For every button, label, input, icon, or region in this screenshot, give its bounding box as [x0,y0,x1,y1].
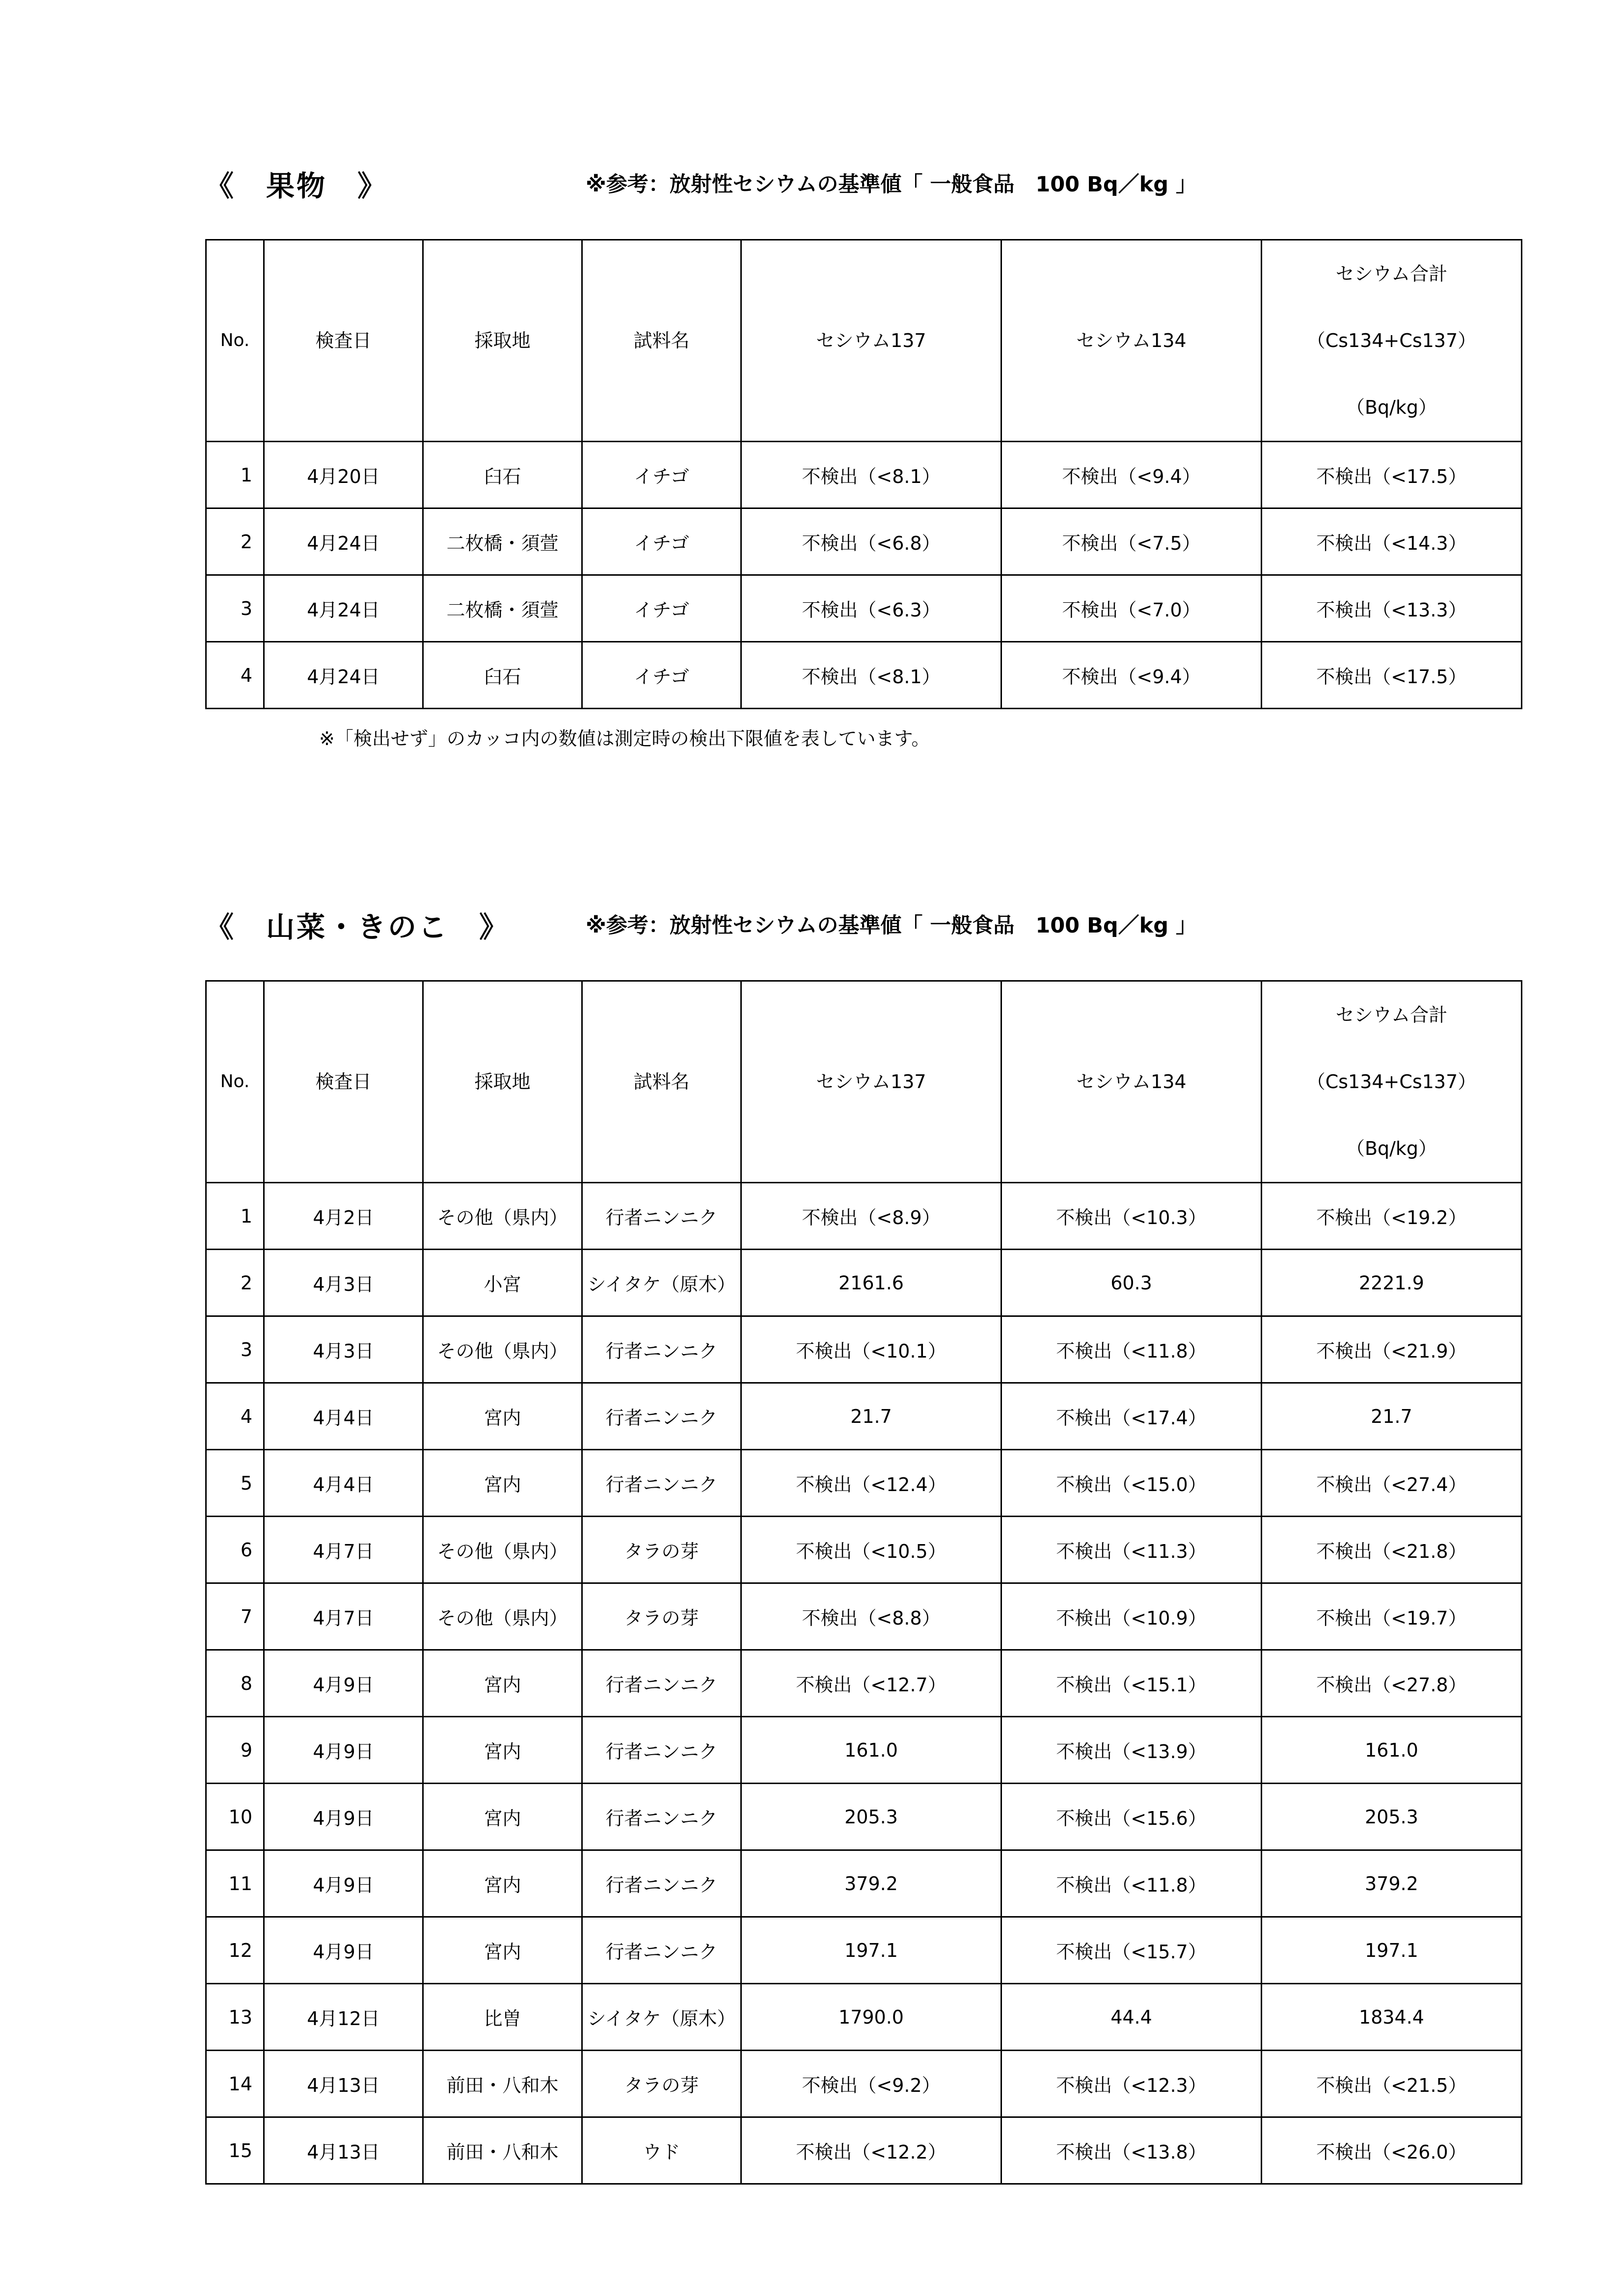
cell-cs134: 不検出（<15.1） [1001,1650,1262,1717]
cell-location: その他（県内） [423,1183,582,1250]
cell-cs134: 不検出（<11.8） [1001,1850,1262,1917]
cell-date: 4月9日 [264,1850,423,1917]
cell-cs134: 不検出（<9.4） [1001,442,1262,508]
cell-total: 379.2 [1262,1850,1522,1917]
cell-location: その他（県内） [423,1517,582,1583]
table-row [206,1650,1522,1717]
cell-no: 5 [206,1450,264,1517]
cell-cs134: 不検出（<15.7） [1001,1917,1262,1984]
cell-sample: 行者ニンニク [582,1717,741,1784]
cell-cs137: 不検出（<8.1） [741,642,1001,709]
cell-location: 前田・八和木 [423,2051,582,2117]
cell-total: 不検出（<27.4） [1262,1450,1522,1517]
cell-cs134: 不検出（<10.9） [1001,1583,1262,1650]
col-date: 検査日 [264,240,423,442]
cell-sample: 行者ニンニク [582,1316,741,1383]
cell-no: 14 [206,2051,264,2117]
cell-cs137: 不検出（<12.4） [741,1450,1001,1517]
detection-limit-note: ※「検出せず」のカッコ内の数値は測定時の検出下限値を表しています。 [319,728,930,749]
cell-total: 21.7 [1262,1383,1522,1450]
cell-no: 4 [206,642,264,709]
cell-sample: 行者ニンニク [582,1784,741,1850]
col-total-line3: （Bq/kg） [1346,397,1437,418]
cell-sample: シイタケ（原木） [582,1984,741,2051]
col-location: 採取地 [423,981,582,1183]
cell-location: 前田・八和木 [423,2117,582,2184]
cell-location: 宮内 [423,1383,582,1450]
cell-cs134: 不検出（<15.6） [1001,1784,1262,1850]
fruits-section [205,163,1521,749]
cell-total: 不検出（<17.5） [1262,642,1522,709]
cell-total: 不検出（<17.5） [1262,442,1522,508]
cell-no: 1 [206,1183,264,1250]
col-cs134: セシウム134 [1001,981,1262,1183]
cell-cs137: 不検出（<6.3） [741,575,1001,642]
col-total-line2: （Cs134+Cs137） [1306,1071,1477,1093]
col-no: No. [206,981,264,1183]
cell-sample: 行者ニンニク [582,1383,741,1450]
cell-total: 2221.9 [1262,1250,1522,1316]
table-row [206,1717,1522,1784]
cell-cs137: 不検出（<12.2） [741,2117,1001,2184]
cell-location: 臼石 [423,642,582,709]
table-header-row [206,981,1522,1183]
cell-cs134: 不検出（<13.8） [1001,2117,1262,2184]
cell-date: 4月3日 [264,1250,423,1316]
cell-cs137: 379.2 [741,1850,1001,1917]
cell-no: 4 [206,1383,264,1450]
cell-no: 10 [206,1784,264,1850]
table-row [206,508,1522,575]
cell-date: 4月7日 [264,1583,423,1650]
table-row [206,1183,1522,1250]
cell-no: 2 [206,1250,264,1316]
cell-location: その他（県内） [423,1583,582,1650]
cell-total: 不検出（<21.5） [1262,2051,1522,2117]
cell-cs137: 不検出（<10.5） [741,1517,1001,1583]
cell-total: 不検出（<19.7） [1262,1583,1522,1650]
cell-location: 宮内 [423,1850,582,1917]
cell-sample: イチゴ [582,642,741,709]
col-no: No. [206,240,264,442]
cell-sample: タラの芽 [582,1583,741,1650]
col-sample: 試料名 [582,981,741,1183]
col-total-line3: （Bq/kg） [1346,1138,1437,1159]
cell-sample: タラの芽 [582,2051,741,2117]
cell-total: 不検出（<21.9） [1262,1316,1522,1383]
table-row [206,1383,1522,1450]
col-total [1262,981,1522,1183]
cell-date: 4月3日 [264,1316,423,1383]
cell-total: 1834.4 [1262,1984,1522,2051]
cell-cs134: 不検出（<10.3） [1001,1183,1262,1250]
col-cs134: セシウム134 [1001,240,1262,442]
cell-date: 4月4日 [264,1450,423,1517]
cell-location: 小宮 [423,1250,582,1316]
cell-location: その他（県内） [423,1316,582,1383]
cell-location: 宮内 [423,1450,582,1517]
fruits-table [205,239,1522,709]
cell-cs134: 不検出（<17.4） [1001,1383,1262,1450]
cell-location: 臼石 [423,442,582,508]
cell-date: 4月12日 [264,1984,423,2051]
table-row [206,1250,1522,1316]
cell-cs134: 不検出（<7.5） [1001,508,1262,575]
cell-cs134: 44.4 [1001,1984,1262,2051]
col-sample: 試料名 [582,240,741,442]
cell-cs134: 不検出（<11.3） [1001,1517,1262,1583]
cell-sample: 行者ニンニク [582,1183,741,1250]
cell-date: 4月24日 [264,508,423,575]
table-row [206,1917,1522,1984]
cell-sample: イチゴ [582,508,741,575]
table-row [206,1517,1522,1583]
wild-header [205,904,1521,953]
wild-title: 《 山菜・きのこ 》 [205,910,510,944]
cell-no: 11 [206,1850,264,1917]
cell-date: 4月13日 [264,2051,423,2117]
table-row [206,1784,1522,1850]
col-total-line1: セシウム合計 [1335,263,1448,285]
cell-sample: シイタケ（原木） [582,1250,741,1316]
wild-section [205,904,1521,2163]
cell-date: 4月9日 [264,1717,423,1784]
fruits-title: 《 果物 》 [205,169,388,203]
cell-sample: ウド [582,2117,741,2184]
cell-date: 4月9日 [264,1650,423,1717]
cell-cs134: 不検出（<7.0） [1001,575,1262,642]
cell-date: 4月20日 [264,442,423,508]
col-date: 検査日 [264,981,423,1183]
cell-total: 205.3 [1262,1784,1522,1850]
cell-no: 9 [206,1717,264,1784]
cell-total: 不検出（<14.3） [1262,508,1522,575]
col-location: 採取地 [423,240,582,442]
col-total-line1: セシウム合計 [1335,1004,1448,1026]
table-row [206,442,1522,508]
cell-no: 2 [206,508,264,575]
wild-table [205,980,1522,2185]
cell-total: 不検出（<21.8） [1262,1517,1522,1583]
table-row [206,1850,1522,1917]
table-row [206,2117,1522,2184]
cell-cs137: 不検出（<12.7） [741,1650,1001,1717]
cell-cs134: 不検出（<11.8） [1001,1316,1262,1383]
wild-reference: ※参考：放射性セシウムの基準値「 一般食品 100 Bq／kg 」 [586,913,1197,938]
table-row [206,1583,1522,1650]
cell-sample: イチゴ [582,575,741,642]
fruits-reference: ※参考：放射性セシウムの基準値「 一般食品 100 Bq／kg 」 [586,172,1197,197]
cell-cs137: 161.0 [741,1717,1001,1784]
cell-cs137: 不検出（<8.9） [741,1183,1001,1250]
col-total [1262,240,1522,442]
table-row [206,1316,1522,1383]
cell-date: 4月9日 [264,1784,423,1850]
cell-no: 1 [206,442,264,508]
cell-no: 13 [206,1984,264,2051]
cell-cs137: 1790.0 [741,1984,1001,2051]
cell-total: 不検出（<26.0） [1262,2117,1522,2184]
cell-total: 197.1 [1262,1917,1522,1984]
cell-sample: 行者ニンニク [582,1850,741,1917]
cell-sample: 行者ニンニク [582,1917,741,1984]
cell-cs137: 不検出（<8.8） [741,1583,1001,1650]
cell-location: 宮内 [423,1917,582,1984]
cell-date: 4月13日 [264,2117,423,2184]
cell-date: 4月9日 [264,1917,423,1984]
cell-location: 比曽 [423,1984,582,2051]
cell-no: 7 [206,1583,264,1650]
cell-cs137: 205.3 [741,1784,1001,1850]
cell-cs134: 不検出（<9.4） [1001,642,1262,709]
table-row [206,1450,1522,1517]
cell-cs134: 不検出（<13.9） [1001,1717,1262,1784]
col-cs137: セシウム137 [741,981,1001,1183]
cell-no: 3 [206,575,264,642]
table-header-row [206,240,1522,442]
cell-sample: タラの芽 [582,1517,741,1583]
cell-total: 不検出（<19.2） [1262,1183,1522,1250]
fruits-header [205,163,1521,212]
cell-location: 宮内 [423,1784,582,1850]
cell-date: 4月2日 [264,1183,423,1250]
cell-sample: 行者ニンニク [582,1450,741,1517]
cell-total: 161.0 [1262,1717,1522,1784]
col-total-line2: （Cs134+Cs137） [1306,330,1477,351]
cell-total: 不検出（<27.8） [1262,1650,1522,1717]
cell-cs134: 不検出（<12.3） [1001,2051,1262,2117]
cell-date: 4月24日 [264,642,423,709]
cell-date: 4月24日 [264,575,423,642]
cell-location: 宮内 [423,1717,582,1784]
cell-cs137: 不検出（<8.1） [741,442,1001,508]
cell-no: 3 [206,1316,264,1383]
table-row [206,1984,1522,2051]
cell-cs137: 2161.6 [741,1250,1001,1316]
cell-location: 宮内 [423,1650,582,1717]
cell-date: 4月7日 [264,1517,423,1583]
cell-cs137: 197.1 [741,1917,1001,1984]
cell-no: 15 [206,2117,264,2184]
cell-location: 二枚橋・須萱 [423,575,582,642]
cell-cs134: 60.3 [1001,1250,1262,1316]
cell-cs137: 不検出（<9.2） [741,2051,1001,2117]
cell-sample: 行者ニンニク [582,1650,741,1717]
cell-cs134: 不検出（<15.0） [1001,1450,1262,1517]
cell-cs137: 不検出（<10.1） [741,1316,1001,1383]
table-row [206,642,1522,709]
cell-no: 6 [206,1517,264,1583]
cell-cs137: 不検出（<6.8） [741,508,1001,575]
cell-cs137: 21.7 [741,1383,1001,1450]
cell-no: 12 [206,1917,264,1984]
table-row [206,2051,1522,2117]
cell-no: 8 [206,1650,264,1717]
cell-total: 不検出（<13.3） [1262,575,1522,642]
col-cs137: セシウム137 [741,240,1001,442]
table-row [206,575,1522,642]
cell-sample: イチゴ [582,442,741,508]
cell-location: 二枚橋・須萱 [423,508,582,575]
cell-date: 4月4日 [264,1383,423,1450]
